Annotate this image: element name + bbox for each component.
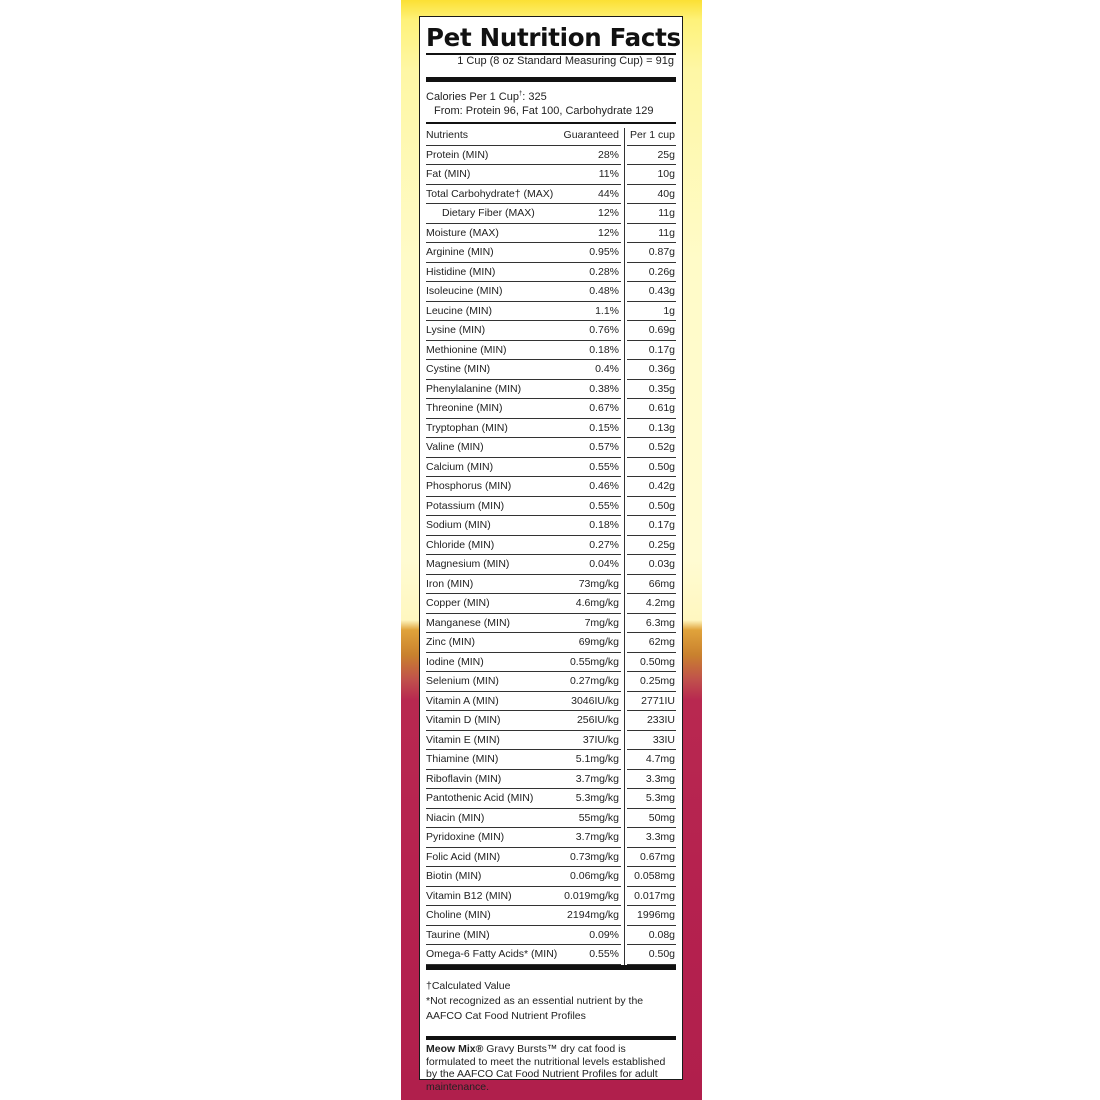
nutrient-name: Arginine (MIN) [426,246,494,258]
guaranteed-value: 0.46% [589,480,619,492]
per-cup-value: 0.42g [648,480,675,492]
guaranteed-value: 0.06mg/kg [569,870,619,882]
nutrient-name: Iodine (MIN) [426,655,484,668]
table-row [426,185,676,205]
per-cup-value: 50mg [648,811,675,824]
nutrient-name: Sodium (MIN) [426,519,491,531]
nutrient-name: Moisture (MAX) [426,226,499,239]
footnote-calculated: †Calculated Value [426,980,511,992]
table-row [426,282,676,302]
guaranteed-value: 0.55% [589,948,619,960]
nutrient-name: Potassium (MIN) [426,499,505,512]
nutrient-name: Vitamin E (MIN) [426,733,500,746]
nutrient-name: Lysine (MIN) [426,324,486,336]
nutrient-name: Leucine (MIN) [426,304,492,317]
panel-title: Pet Nutrition Facts [426,23,681,52]
table-row [426,906,676,926]
guaranteed-value: 3.7mg/kg [575,772,619,785]
guaranteed-value: 0.27% [589,538,619,551]
serving-size: 1 Cup (8 oz Standard Measuring Cup) = 91g [457,55,674,67]
table-row [426,789,676,809]
guaranteed-value: 0.57% [589,441,619,453]
nutrient-name: Calcium (MIN) [426,460,494,473]
table-end-rule [426,965,676,970]
guaranteed-value: 0.15% [589,421,619,434]
table-row [426,399,676,419]
header-guaranteed: Guaranteed [563,129,619,141]
calories-value: : 325 [522,90,547,103]
guaranteed-value: 0.55% [589,460,619,473]
nutrient-name: Vitamin B12 (MIN) [426,889,512,902]
per-cup-value: 0.058mg [634,870,675,882]
guaranteed-value: 0.76% [589,324,619,336]
per-cup-value: 0.61g [648,402,675,414]
nutrient-name: Manganese (MIN) [426,616,511,629]
table-row [426,477,676,497]
serving-rule [426,77,676,82]
per-cup-value: 0.50g [648,499,675,512]
per-cup-value: 0.26g [648,265,675,278]
nutrient-name: Taurine (MIN) [426,928,490,941]
per-cup-value: 0.36g [648,363,675,375]
nutrient-name: Protein (MIN) [426,148,489,161]
guaranteed-value: 55mg/kg [578,811,619,824]
guaranteed-value: 0.27mg/kg [569,675,619,687]
guaranteed-value: 5.1mg/kg [575,753,619,765]
per-cup-value: 0.69g [648,324,675,336]
per-cup-value: 0.50g [648,948,675,960]
table-row [426,204,676,224]
guaranteed-value: 0.4% [595,363,619,375]
per-cup-value: 3.3mg [645,772,675,785]
table-row [426,731,676,751]
column-separator [624,128,625,965]
table-row [426,848,676,868]
nutrient-name: Histidine (MIN) [426,265,496,278]
per-cup-value: 66mg [648,577,675,590]
table-row [426,341,676,361]
guaranteed-value: 69mg/kg [578,636,619,648]
calories-line [426,87,654,104]
table-row [426,575,676,595]
table-row [426,945,676,965]
table-row [426,633,676,653]
nutrient-name: Choline (MIN) [426,909,491,921]
per-cup-value: 11g [658,207,675,219]
nutrient-name: Pyridoxine (MIN) [426,831,505,843]
per-cup-value: 0.017mg [634,889,675,902]
calories-block [426,87,654,119]
nutrient-name: Omega-6 Fatty Acids* (MIN) [426,948,558,960]
footnote-essential-line1: *Not recognized as an essential nutrient by the [426,995,644,1007]
nutrient-name: Iron (MIN) [426,577,474,590]
table-row [426,926,676,946]
guaranteed-value: 1.1% [595,304,619,317]
per-cup-value: 6.3mg [645,616,675,629]
guaranteed-value: 11% [598,168,619,180]
table-row [426,497,676,517]
nutrient-name: Fat (MIN) [426,168,471,180]
table-row [426,536,676,556]
nutrient-name: Isoleucine (MIN) [426,285,503,297]
footnote-rule [426,1036,676,1040]
table-row [426,770,676,790]
per-cup-value: 0.87g [648,246,675,258]
per-cup-value: 2771IU [641,694,675,707]
guaranteed-value: 0.04% [589,558,619,570]
table-row [426,263,676,283]
guaranteed-value: 12% [597,207,619,219]
nutrient-name: Phenylalanine (MIN) [426,382,522,395]
per-cup-value: 10g [657,168,675,180]
per-cup-value: 0.08g [648,928,675,941]
nutrient-name: Vitamin A (MIN) [426,694,499,707]
per-cup-value: 62mg [648,636,675,648]
per-cup-value: 0.52g [648,441,675,453]
guaranteed-value: 0.18% [589,343,619,356]
statement-text: Gravy Bursts™ dry cat food is formulated to meet the nutritional levels established by the AAFCO Cat Food Nutrient Profiles for adult maintenance. [426,1043,666,1093]
per-cup-value: 0.25g [648,538,675,551]
guaranteed-value: 0.95% [589,246,619,258]
table-row [426,438,676,458]
guaranteed-value: 0.55% [589,499,619,512]
nutrient-name: Magnesium (MIN) [426,558,510,570]
table-row [426,419,676,439]
nutrient-name: Zinc (MIN) [426,636,475,648]
nutrient-name: Chloride (MIN) [426,538,495,551]
table-row [426,809,676,829]
guaranteed-value: 0.38% [589,382,619,395]
table-row [426,711,676,731]
per-cup-value: 233IU [646,714,675,726]
guaranteed-value: 37IU/kg [582,733,619,746]
header-nutrients: Nutrients [426,129,469,141]
table-row [426,321,676,341]
nutrient-name: Valine (MIN) [426,441,484,453]
table-row [426,224,676,244]
nutrient-name: Total Carbohydrate† (MAX) [426,187,554,200]
brand-name: Meow Mix® [426,1043,484,1055]
header-per-cup: Per 1 cup [630,129,675,141]
table-row [426,243,676,263]
guaranteed-value: 28% [597,148,619,161]
nutrition-facts-panel [419,16,683,1093]
calories-from: From: Protein 96, Fat 100, Carbohydrate 129 [434,105,654,118]
guaranteed-value: 44% [597,187,619,200]
table-header-row [426,126,676,146]
guaranteed-value: 73mg/kg [578,577,619,590]
per-cup-value: 1g [663,304,675,317]
nutrient-name: Riboflavin (MIN) [426,772,502,785]
per-cup-value: 5.3mg [645,792,675,804]
table-row [426,887,676,907]
guaranteed-value: 2194mg/kg [567,909,619,921]
guaranteed-value: 0.48% [589,285,619,297]
table-row [426,594,676,614]
nutrient-name: Threonine (MIN) [426,402,503,414]
guaranteed-value: 5.3mg/kg [575,792,619,804]
footnotes [426,979,643,1024]
guaranteed-value: 0.55mg/kg [569,655,619,668]
guaranteed-value: 0.019mg/kg [564,889,619,902]
nutrient-name: Tryptophan (MIN) [426,421,508,434]
guaranteed-value: 7mg/kg [584,616,619,629]
nutrient-name: Pantothenic Acid (MIN) [426,792,534,804]
nutrient-name: Cystine (MIN) [426,363,491,375]
per-cup-value: 33IU [652,733,675,746]
guaranteed-value: 256IU/kg [576,714,619,726]
table-row [426,750,676,770]
per-cup-value: 25g [657,148,675,161]
nutrient-name: Niacin (MIN) [426,811,485,824]
per-cup-value: 0.13g [648,421,675,434]
guaranteed-value: 4.6mg/kg [575,597,619,609]
per-cup-value: 11g [658,226,675,239]
table-row [426,165,676,185]
footnote-essential-line2: AAFCO Cat Food Nutrient Profiles [426,1010,586,1022]
nutrient-name: Biotin (MIN) [426,870,482,882]
nutrient-name: Folic Acid (MIN) [426,850,501,863]
nutrient-name: Thiamine (MIN) [426,753,499,765]
table-row [426,672,676,692]
guaranteed-value: 12% [597,226,619,239]
aafco-statement [426,1043,678,1093]
per-cup-value: 0.17g [648,343,675,356]
per-cup-value: 0.50mg [639,655,675,668]
table-row [426,828,676,848]
calories-label: Calories Per 1 Cup [426,90,519,103]
table-row [426,692,676,712]
per-cup-value: 0.43g [648,285,675,297]
guaranteed-value: 3046IU/kg [571,694,619,707]
table-row [426,867,676,887]
per-cup-value: 0.25mg [639,675,675,687]
table-row [426,458,676,478]
guaranteed-value: 0.18% [589,519,619,531]
table-row [426,555,676,575]
table-row [426,614,676,634]
table-row [426,360,676,380]
calories-rule [426,122,676,124]
table-row [426,302,676,322]
per-cup-value: 0.03g [648,558,675,570]
table-row [426,380,676,400]
guaranteed-value: 0.73mg/kg [569,850,619,863]
calories-marker: † [518,91,523,97]
nutrient-table [426,126,676,965]
per-cup-value: 3.3mg [645,831,675,843]
per-cup-value: 0.17g [648,519,675,531]
nutrient-name: Dietary Fiber (MAX) [442,207,535,219]
guaranteed-value: 3.7mg/kg [575,831,619,843]
nutrient-name: Phosphorus (MIN) [426,480,512,492]
per-cup-value: 40g [657,187,675,200]
nutrient-name: Methionine (MIN) [426,343,507,356]
nutrient-name: Selenium (MIN) [426,675,499,687]
per-cup-value: 0.50g [648,460,675,473]
nutrient-name: Copper (MIN) [426,597,490,609]
table-row [426,146,676,166]
guaranteed-value: 0.09% [589,928,619,941]
guaranteed-value: 0.67% [589,402,619,414]
guaranteed-value: 0.28% [589,265,619,278]
per-cup-value: 0.35g [648,382,675,395]
table-row [426,653,676,673]
per-cup-value: 4.7mg [645,753,675,765]
per-cup-value: 1996mg [637,909,675,921]
per-cup-value: 0.67mg [639,850,675,863]
nutrient-name: Vitamin D (MIN) [426,714,501,726]
table-row [426,516,676,536]
per-cup-value: 4.2mg [645,597,675,609]
